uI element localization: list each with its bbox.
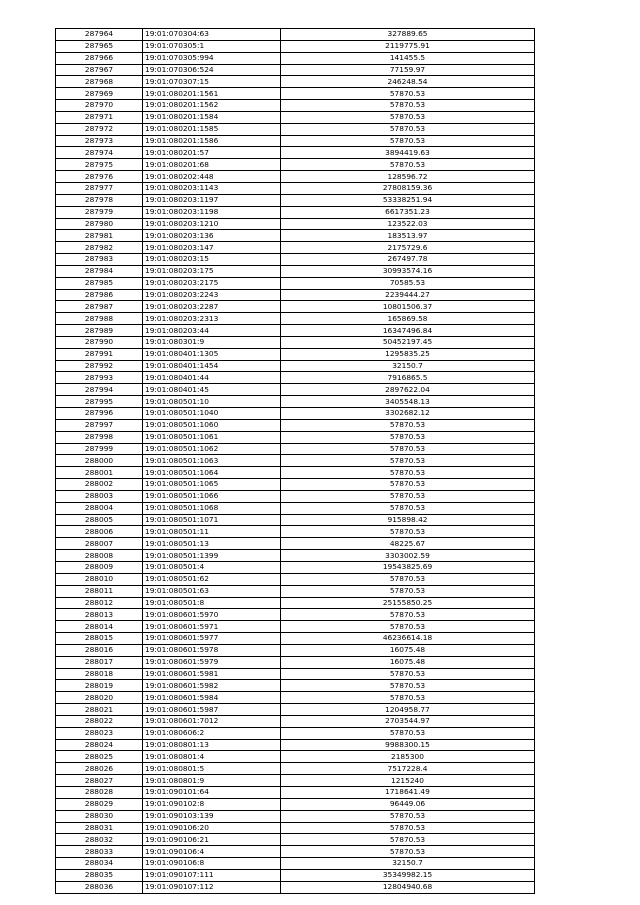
table-row [56, 171, 535, 183]
row-number-cell: 287987 [56, 301, 143, 313]
table-row [56, 431, 535, 443]
row-number-cell: 288016 [56, 644, 143, 656]
cadastral-number-cell: 19:01:080201:57 [143, 147, 281, 159]
cadastral-value-cell: 50452197.45 [281, 336, 535, 348]
cadastral-value-cell: 57870.53 [281, 135, 535, 147]
row-number-cell: 288028 [56, 787, 143, 799]
cadastral-number-cell: 19:01:080201:1586 [143, 135, 281, 147]
table-row [56, 372, 535, 384]
table-row [56, 76, 535, 88]
cadastral-number-cell: 19:01:080501:10 [143, 396, 281, 408]
cadastral-number-cell: 19:01:080203:147 [143, 242, 281, 254]
cadastral-value-cell: 30993574.16 [281, 265, 535, 277]
table-row [56, 680, 535, 692]
cadastral-number-cell: 19:01:080801:4 [143, 751, 281, 763]
row-number-cell: 287972 [56, 123, 143, 135]
table-row [56, 538, 535, 550]
row-number-cell: 287974 [56, 147, 143, 159]
cadastral-value-cell: 2175729.6 [281, 242, 535, 254]
cadastral-number-cell: 19:01:080501:11 [143, 526, 281, 538]
table-row [56, 727, 535, 739]
cadastral-number-cell: 19:01:080203:15 [143, 254, 281, 266]
table-row [56, 751, 535, 763]
table-row [56, 123, 535, 135]
cadastral-number-cell: 19:01:080501:1040 [143, 408, 281, 420]
row-number-cell: 288025 [56, 751, 143, 763]
cadastral-value-cell: 57870.53 [281, 727, 535, 739]
row-number-cell: 288021 [56, 704, 143, 716]
row-number-cell: 288000 [56, 455, 143, 467]
row-number-cell: 287992 [56, 360, 143, 372]
cadastral-value-cell: 327889.65 [281, 29, 535, 41]
cadastral-value-cell: 3302682.12 [281, 408, 535, 420]
row-number-cell: 288012 [56, 597, 143, 609]
table-row [56, 325, 535, 337]
table-row [56, 656, 535, 668]
table-row [56, 230, 535, 242]
cadastral-number-cell: 19:01:080801:13 [143, 739, 281, 751]
cadastral-number-cell: 19:01:080203:136 [143, 230, 281, 242]
cadastral-value-cell: 32150.7 [281, 360, 535, 372]
row-number-cell: 287970 [56, 100, 143, 112]
table-row [56, 135, 535, 147]
row-number-cell: 288034 [56, 858, 143, 870]
cadastral-number-cell: 19:01:080501:1068 [143, 502, 281, 514]
cadastral-number-cell: 19:01:080301:9 [143, 336, 281, 348]
cadastral-number-cell: 19:01:080601:5984 [143, 692, 281, 704]
cadastral-value-cell: 16347496.84 [281, 325, 535, 337]
cadastral-number-cell: 19:01:090106:20 [143, 822, 281, 834]
row-number-cell: 288014 [56, 621, 143, 633]
row-number-cell: 288036 [56, 881, 143, 893]
cadastral-value-cell: 57870.53 [281, 123, 535, 135]
row-number-cell: 287995 [56, 396, 143, 408]
cadastral-value-cell: 70585.53 [281, 277, 535, 289]
row-number-cell: 287999 [56, 443, 143, 455]
table-row [56, 194, 535, 206]
table-row [56, 313, 535, 325]
cadastral-value-cell: 57870.53 [281, 822, 535, 834]
table-row [56, 301, 535, 313]
cadastral-value-cell: 2703544.97 [281, 715, 535, 727]
cadastral-number-cell: 19:01:080203:2243 [143, 289, 281, 301]
cadastral-value-cell: 57870.53 [281, 100, 535, 112]
row-number-cell: 287983 [56, 254, 143, 266]
cadastral-number-cell: 19:01:080203:44 [143, 325, 281, 337]
row-number-cell: 287980 [56, 218, 143, 230]
row-number-cell: 288015 [56, 633, 143, 645]
cadastral-value-cell: 1295835.25 [281, 348, 535, 360]
row-number-cell: 287981 [56, 230, 143, 242]
table-row [56, 206, 535, 218]
table-row [56, 100, 535, 112]
row-number-cell: 287985 [56, 277, 143, 289]
row-number-cell: 287990 [56, 336, 143, 348]
cadastral-number-cell: 19:01:080601:5970 [143, 609, 281, 621]
cadastral-value-cell: 2897622.04 [281, 384, 535, 396]
row-number-cell: 287989 [56, 325, 143, 337]
table-row [56, 265, 535, 277]
cadastral-number-cell: 19:01:080501:1066 [143, 490, 281, 502]
row-number-cell: 288030 [56, 810, 143, 822]
cadastral-number-cell: 19:01:080203:1143 [143, 182, 281, 194]
cadastral-number-cell: 19:01:080801:9 [143, 775, 281, 787]
cadastral-value-cell: 57870.53 [281, 621, 535, 633]
row-number-cell: 287994 [56, 384, 143, 396]
cadastral-value-cell: 7916865.5 [281, 372, 535, 384]
cadastral-value-table [55, 28, 535, 894]
row-number-cell: 287977 [56, 182, 143, 194]
table-row [56, 609, 535, 621]
row-number-cell: 288013 [56, 609, 143, 621]
cadastral-value-cell: 57870.53 [281, 502, 535, 514]
cadastral-value-cell: 27808159.36 [281, 182, 535, 194]
cadastral-number-cell: 19:01:080501:1064 [143, 467, 281, 479]
table-row [56, 585, 535, 597]
row-number-cell: 287971 [56, 111, 143, 123]
row-number-cell: 287969 [56, 88, 143, 100]
cadastral-value-cell: 77159.97 [281, 64, 535, 76]
cadastral-value-cell: 96449.06 [281, 798, 535, 810]
cadastral-number-cell: 19:01:080501:1062 [143, 443, 281, 455]
cadastral-number-cell: 19:01:080501:63 [143, 585, 281, 597]
cadastral-value-cell: 16075.48 [281, 644, 535, 656]
table-row [56, 40, 535, 52]
table-row [56, 621, 535, 633]
cadastral-number-cell: 19:01:080201:1561 [143, 88, 281, 100]
cadastral-value-cell: 7517228.4 [281, 763, 535, 775]
cadastral-number-cell: 19:01:080203:2313 [143, 313, 281, 325]
table-row [56, 254, 535, 266]
cadastral-value-cell: 267497.78 [281, 254, 535, 266]
table-row [56, 739, 535, 751]
cadastral-value-cell: 57870.53 [281, 88, 535, 100]
cadastral-value-cell: 165869.58 [281, 313, 535, 325]
cadastral-value-cell: 128596.72 [281, 171, 535, 183]
row-number-cell: 287993 [56, 372, 143, 384]
table-row [56, 218, 535, 230]
table-row [56, 692, 535, 704]
cadastral-number-cell: 19:01:070304:63 [143, 29, 281, 41]
cadastral-value-cell: 6617351.23 [281, 206, 535, 218]
cadastral-number-cell: 19:01:080501:1063 [143, 455, 281, 467]
cadastral-value-cell: 48225.67 [281, 538, 535, 550]
table-row [56, 289, 535, 301]
cadastral-value-cell: 1215240 [281, 775, 535, 787]
row-number-cell: 288029 [56, 798, 143, 810]
row-number-cell: 287979 [56, 206, 143, 218]
row-number-cell: 288017 [56, 656, 143, 668]
cadastral-number-cell: 19:01:080401:44 [143, 372, 281, 384]
cadastral-value-cell: 2119775.91 [281, 40, 535, 52]
cadastral-value-cell: 57870.53 [281, 680, 535, 692]
row-number-cell: 287968 [56, 76, 143, 88]
table-row [56, 822, 535, 834]
row-number-cell: 288010 [56, 573, 143, 585]
cadastral-number-cell: 19:01:070305:1 [143, 40, 281, 52]
table-row [56, 52, 535, 64]
cadastral-value-cell: 12804940.68 [281, 881, 535, 893]
table-row [56, 561, 535, 573]
row-number-cell: 287973 [56, 135, 143, 147]
cadastral-number-cell: 19:01:090106:4 [143, 846, 281, 858]
table-row [56, 550, 535, 562]
cadastral-value-cell: 57870.53 [281, 159, 535, 171]
table-row [56, 858, 535, 870]
row-number-cell: 287975 [56, 159, 143, 171]
cadastral-number-cell: 19:01:080201:1562 [143, 100, 281, 112]
cadastral-number-cell: 19:01:090106:8 [143, 858, 281, 870]
row-number-cell: 288027 [56, 775, 143, 787]
cadastral-number-cell: 19:01:080601:5979 [143, 656, 281, 668]
table-row [56, 455, 535, 467]
row-number-cell: 287964 [56, 29, 143, 41]
cadastral-value-cell: 2185300 [281, 751, 535, 763]
table-row [56, 846, 535, 858]
cadastral-value-cell: 19543825.69 [281, 561, 535, 573]
row-number-cell: 287997 [56, 419, 143, 431]
cadastral-number-cell: 19:01:080601:5981 [143, 668, 281, 680]
table-row [56, 336, 535, 348]
table-row [56, 775, 535, 787]
cadastral-value-cell: 57870.53 [281, 431, 535, 443]
cadastral-value-cell: 9988300.15 [281, 739, 535, 751]
cadastral-number-cell: 19:01:080401:1454 [143, 360, 281, 372]
cadastral-number-cell: 19:01:080201:1585 [143, 123, 281, 135]
cadastral-value-cell: 1204958.77 [281, 704, 535, 716]
cadastral-value-cell: 57870.53 [281, 455, 535, 467]
table-row [56, 88, 535, 100]
table-row [56, 514, 535, 526]
table-row [56, 704, 535, 716]
cadastral-value-cell: 57870.53 [281, 479, 535, 491]
cadastral-value-cell: 57870.53 [281, 526, 535, 538]
cadastral-number-cell: 19:01:080601:5987 [143, 704, 281, 716]
table-row [56, 147, 535, 159]
table-row [56, 443, 535, 455]
cadastral-number-cell: 19:01:070306:524 [143, 64, 281, 76]
table-row [56, 881, 535, 893]
cadastral-number-cell: 19:01:080801:5 [143, 763, 281, 775]
cadastral-number-cell: 19:01:090102:8 [143, 798, 281, 810]
row-number-cell: 287967 [56, 64, 143, 76]
cadastral-value-cell: 25155850.25 [281, 597, 535, 609]
cadastral-value-cell: 57870.53 [281, 668, 535, 680]
cadastral-number-cell: 19:01:080501:62 [143, 573, 281, 585]
table-row [56, 242, 535, 254]
cadastral-number-cell: 19:01:080601:5978 [143, 644, 281, 656]
cadastral-value-cell: 3894419.63 [281, 147, 535, 159]
row-number-cell: 288007 [56, 538, 143, 550]
cadastral-number-cell: 19:01:080501:1065 [143, 479, 281, 491]
table-row [56, 348, 535, 360]
cadastral-value-cell: 141455.5 [281, 52, 535, 64]
row-number-cell: 288005 [56, 514, 143, 526]
row-number-cell: 287998 [56, 431, 143, 443]
table-row [56, 396, 535, 408]
row-number-cell: 287996 [56, 408, 143, 420]
cadastral-number-cell: 19:01:090101:64 [143, 787, 281, 799]
table-row [56, 798, 535, 810]
cadastral-number-cell: 19:01:080501:4 [143, 561, 281, 573]
cadastral-value-cell: 46236614.18 [281, 633, 535, 645]
cadastral-number-cell: 19:01:080201:68 [143, 159, 281, 171]
row-number-cell: 287976 [56, 171, 143, 183]
row-number-cell: 288003 [56, 490, 143, 502]
row-number-cell: 288011 [56, 585, 143, 597]
cadastral-number-cell: 19:01:080601:5971 [143, 621, 281, 633]
table-row [56, 419, 535, 431]
row-number-cell: 288032 [56, 834, 143, 846]
table-row [56, 111, 535, 123]
table-row [56, 467, 535, 479]
cadastral-number-cell: 19:01:080501:1399 [143, 550, 281, 562]
row-number-cell: 287991 [56, 348, 143, 360]
row-number-cell: 288031 [56, 822, 143, 834]
row-number-cell: 288022 [56, 715, 143, 727]
cadastral-number-cell: 19:01:080203:2175 [143, 277, 281, 289]
cadastral-value-cell: 57870.53 [281, 490, 535, 502]
cadastral-number-cell: 19:01:080203:1198 [143, 206, 281, 218]
row-number-cell: 288018 [56, 668, 143, 680]
cadastral-value-cell: 57870.53 [281, 846, 535, 858]
row-number-cell: 287982 [56, 242, 143, 254]
cadastral-value-cell: 57870.53 [281, 609, 535, 621]
cadastral-value-cell: 57870.53 [281, 467, 535, 479]
cadastral-number-cell: 19:01:090107:112 [143, 881, 281, 893]
table-row [56, 277, 535, 289]
cadastral-number-cell: 19:01:080501:1071 [143, 514, 281, 526]
cadastral-number-cell: 19:01:080202:448 [143, 171, 281, 183]
cadastral-value-cell: 57870.53 [281, 585, 535, 597]
row-number-cell: 287986 [56, 289, 143, 301]
row-number-cell: 287978 [56, 194, 143, 206]
cadastral-number-cell: 19:01:070307:15 [143, 76, 281, 88]
row-number-cell: 288008 [56, 550, 143, 562]
cadastral-number-cell: 19:01:090103:139 [143, 810, 281, 822]
cadastral-value-cell: 57870.53 [281, 443, 535, 455]
cadastral-value-cell: 57870.53 [281, 111, 535, 123]
table-row [56, 810, 535, 822]
cadastral-value-cell: 57870.53 [281, 573, 535, 585]
cadastral-value-cell: 16075.48 [281, 656, 535, 668]
cadastral-number-cell: 19:01:080201:1584 [143, 111, 281, 123]
cadastral-number-cell: 19:01:080203:175 [143, 265, 281, 277]
table-row [56, 715, 535, 727]
row-number-cell: 288033 [56, 846, 143, 858]
row-number-cell: 288002 [56, 479, 143, 491]
table-row [56, 787, 535, 799]
row-number-cell: 287965 [56, 40, 143, 52]
table-row [56, 869, 535, 881]
row-number-cell: 288024 [56, 739, 143, 751]
table-row [56, 360, 535, 372]
row-number-cell: 288023 [56, 727, 143, 739]
row-number-cell: 288026 [56, 763, 143, 775]
row-number-cell: 288009 [56, 561, 143, 573]
cadastral-value-cell: 915898.42 [281, 514, 535, 526]
row-number-cell: 287988 [56, 313, 143, 325]
table-row [56, 490, 535, 502]
cadastral-number-cell: 19:01:080401:1305 [143, 348, 281, 360]
row-number-cell: 287966 [56, 52, 143, 64]
table-row [56, 597, 535, 609]
cadastral-value-cell: 10801506.37 [281, 301, 535, 313]
table-row [56, 633, 535, 645]
table-row [56, 668, 535, 680]
cadastral-number-cell: 19:01:080401:45 [143, 384, 281, 396]
table-row [56, 644, 535, 656]
cadastral-number-cell: 19:01:080203:1197 [143, 194, 281, 206]
row-number-cell: 288019 [56, 680, 143, 692]
cadastral-number-cell: 19:01:080203:2287 [143, 301, 281, 313]
table-row [56, 479, 535, 491]
table-body [56, 29, 535, 894]
cadastral-number-cell: 19:01:080501:13 [143, 538, 281, 550]
cadastral-number-cell: 19:01:080601:5982 [143, 680, 281, 692]
row-number-cell: 288020 [56, 692, 143, 704]
table-row [56, 384, 535, 396]
cadastral-number-cell: 19:01:080501:1060 [143, 419, 281, 431]
table-row [56, 64, 535, 76]
cadastral-value-cell: 183513.97 [281, 230, 535, 242]
cadastral-number-cell: 19:01:080606:2 [143, 727, 281, 739]
cadastral-number-cell: 19:01:080501:1061 [143, 431, 281, 443]
cadastral-value-cell: 3303002.59 [281, 550, 535, 562]
cadastral-value-cell: 57870.53 [281, 834, 535, 846]
table-row [56, 29, 535, 41]
table-row [56, 573, 535, 585]
row-number-cell: 287984 [56, 265, 143, 277]
cadastral-number-cell: 19:01:090107:111 [143, 869, 281, 881]
cadastral-value-cell: 2239444.27 [281, 289, 535, 301]
row-number-cell: 288001 [56, 467, 143, 479]
cadastral-number-cell: 19:01:080601:5977 [143, 633, 281, 645]
table-row [56, 159, 535, 171]
cadastral-value-cell: 32150.7 [281, 858, 535, 870]
cadastral-number-cell: 19:01:080203:1210 [143, 218, 281, 230]
cadastral-value-cell: 123522.03 [281, 218, 535, 230]
cadastral-number-cell: 19:01:070305:994 [143, 52, 281, 64]
row-number-cell: 288004 [56, 502, 143, 514]
table-row [56, 182, 535, 194]
table-row [56, 408, 535, 420]
row-number-cell: 288035 [56, 869, 143, 881]
cadastral-number-cell: 19:01:080601:7012 [143, 715, 281, 727]
table-row [56, 526, 535, 538]
cadastral-value-cell: 53338251.94 [281, 194, 535, 206]
cadastral-value-cell: 246248.54 [281, 76, 535, 88]
cadastral-value-cell: 57870.53 [281, 692, 535, 704]
cadastral-value-cell: 3405548.13 [281, 396, 535, 408]
cadastral-value-cell: 35349982.15 [281, 869, 535, 881]
cadastral-value-cell: 57870.53 [281, 810, 535, 822]
cadastral-number-cell: 19:01:080501:8 [143, 597, 281, 609]
table-row [56, 763, 535, 775]
table-row [56, 502, 535, 514]
cadastral-value-cell: 1718641.49 [281, 787, 535, 799]
cadastral-value-cell: 57870.53 [281, 419, 535, 431]
row-number-cell: 288006 [56, 526, 143, 538]
cadastral-number-cell: 19:01:090106:21 [143, 834, 281, 846]
table-row [56, 834, 535, 846]
